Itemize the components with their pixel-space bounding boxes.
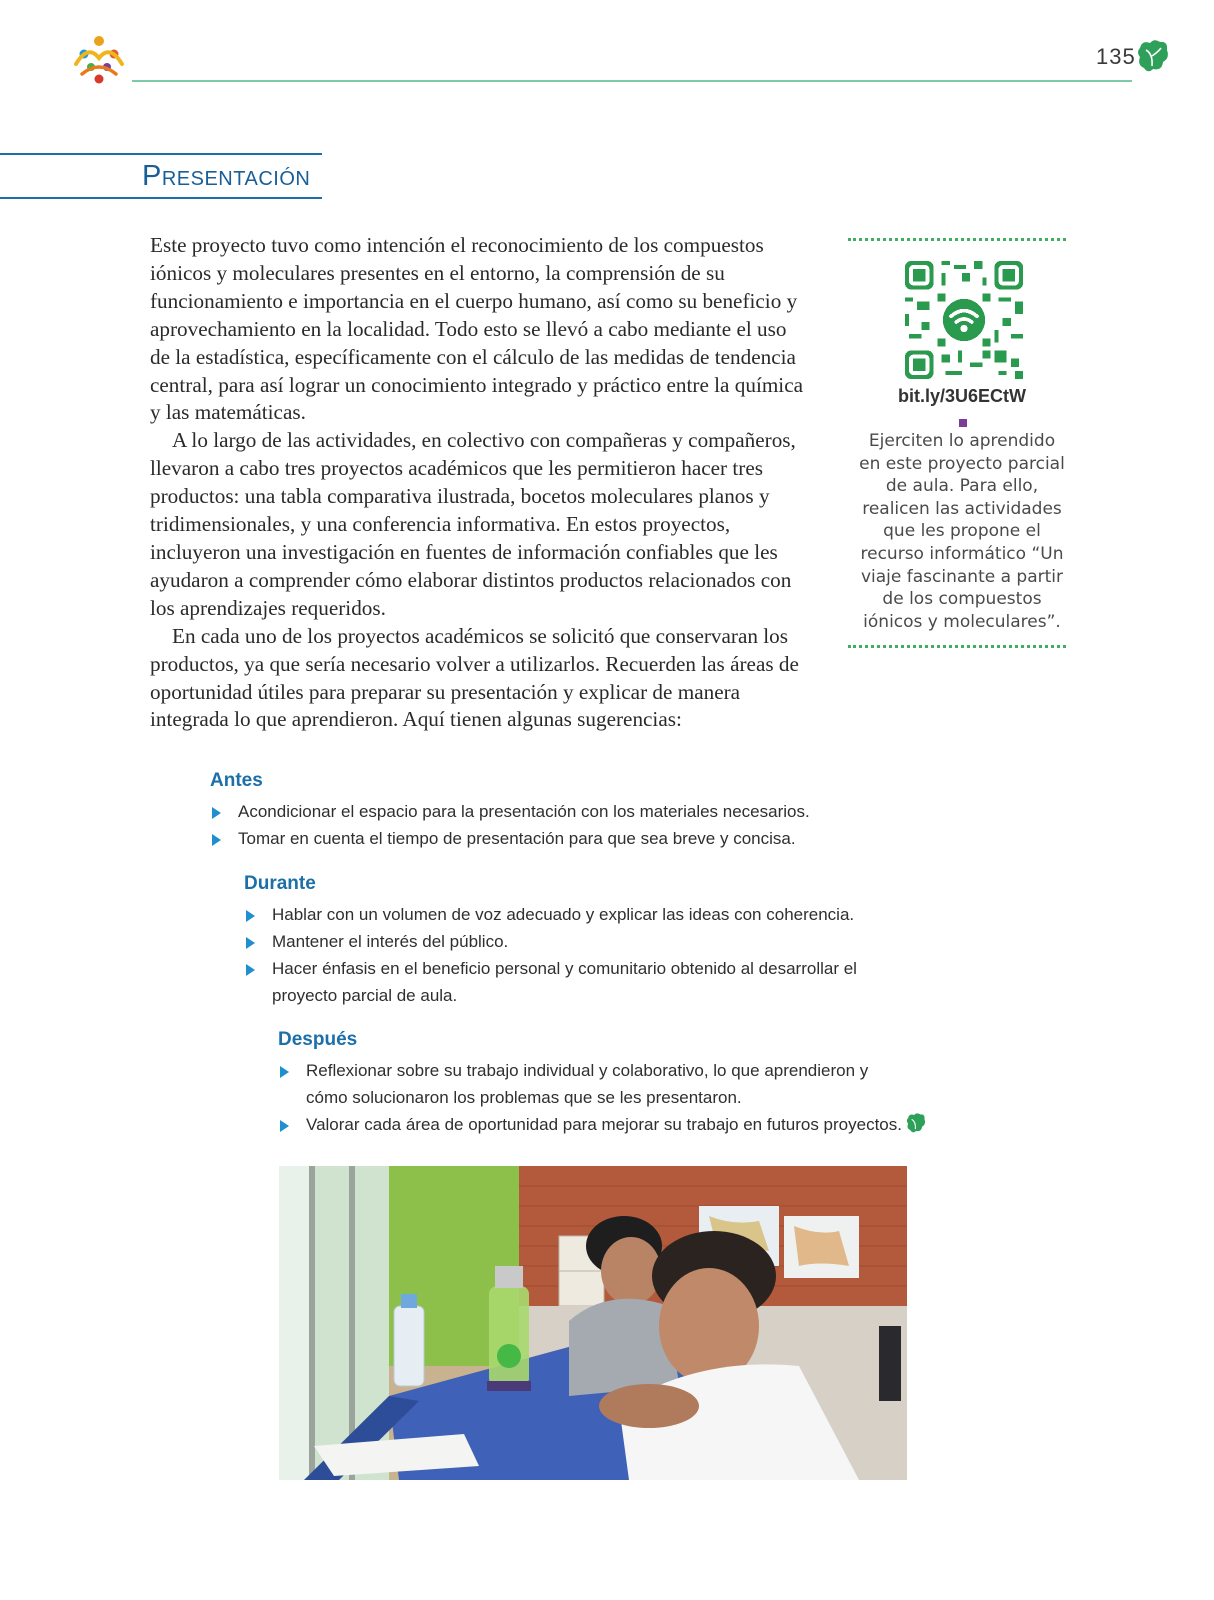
title-rule-bottom [0, 197, 322, 199]
triangle-bullet-icon [280, 1066, 289, 1078]
title-rule-top [0, 153, 322, 155]
list-item: Tomar en cuenta el tiempo de presentación para que sea breve y concisa. [210, 825, 910, 852]
triangle-bullet-icon [212, 807, 221, 819]
green-leaf-icon [1136, 38, 1170, 74]
list-durante [244, 873, 944, 1009]
page-number: 135 [1096, 44, 1136, 69]
triangle-bullet-icon [246, 910, 255, 922]
list-item: Acondicionar el espacio para la presentación con los materiales necesarios. [210, 798, 910, 825]
green-leaf-icon [905, 1112, 927, 1134]
classroom-photo [279, 1166, 907, 1480]
triangle-bullet-icon [280, 1120, 289, 1132]
list-antes [210, 770, 910, 852]
qr-code[interactable] [905, 261, 1023, 379]
sidebar-divider-top [848, 238, 1066, 241]
list-item: Hablar con un volumen de voz adecuado y explicar las ideas con coherencia. [244, 901, 944, 928]
triangle-bullet-icon [212, 834, 221, 846]
header-rule [132, 80, 1132, 82]
paragraph: A lo largo de las actividades, en colectivo con compañeras y compañeros, llevaron a cabo tres proyectos académicos que les permitieron hacer tres productos: una tabla comparativa ilustrada, bocetos moleculares planos y tridimensionales, y una conferencia informativa. En estos proyectos, incluyeron una investigación en fuentes de información confiables que les ayudaron a comprender cómo elaborar distintos productos relacionados con los aprendizajes requeridos. [150, 428, 796, 620]
paragraph: Este proyecto tuvo como intención el reconocimiento de los compuestos iónicos y moleculares presentes en el entorno, la comprensión de su funcionamiento e importancia en el cuerpo humano, así como su beneficio y aprovechamiento en la localidad. Todo esto se llevó a cabo mediante el uso de la estadística, específicamente con el cálculo de las medidas de tendencia central, para así lograr un conocimiento integrado y práctico entre la química y las matemáticas. [150, 233, 804, 425]
triangle-bullet-icon [246, 964, 255, 976]
list-item: Valorar cada área de oportunidad para mejorar su trabajo en futuros proyectos. [278, 1111, 978, 1138]
resource-link[interactable]: bit.ly/3U6ECtW [897, 386, 1026, 406]
list-heading: Antes [210, 770, 263, 791]
list-item: Hacer énfasis en el beneficio personal y comunitario obtenido al desarrollar el proyecto parcial de aula. [244, 955, 872, 1009]
body-text [150, 232, 810, 734]
triangle-bullet-icon [246, 937, 255, 949]
list-despues [278, 1029, 978, 1138]
list-item: Mantener el interés del público. [244, 928, 944, 955]
list-item: Reflexionar sobre su trabajo individual y colaborativo, lo que aprendieron y cómo solucionaron los problemas que se les presentaron. [278, 1057, 906, 1111]
sidebar-text: Ejerciten lo aprendido en este proyecto parcial de aula. Para ello, realicen las actividades que les propone el recurso informático “Un viaje fascinante a partir de los compuestos iónicos y moleculares”. [859, 431, 1065, 632]
sidebar-divider-bottom [848, 645, 1066, 648]
paragraph: En cada uno de los proyectos académicos se solicitó que conservaran los productos, ya que sería necesario volver a utilizarlos. Recuerden las áreas de oportunidad útiles para preparar su presentación y explicar de manera integrada lo que aprendieron. Aquí tienen algunas sugerencias: [150, 623, 799, 732]
section-title: Presentación [142, 160, 311, 192]
list-heading: Después [278, 1029, 358, 1050]
publisher-logo [70, 34, 128, 86]
list-heading: Durante [244, 873, 316, 894]
bullet-square [959, 419, 967, 427]
